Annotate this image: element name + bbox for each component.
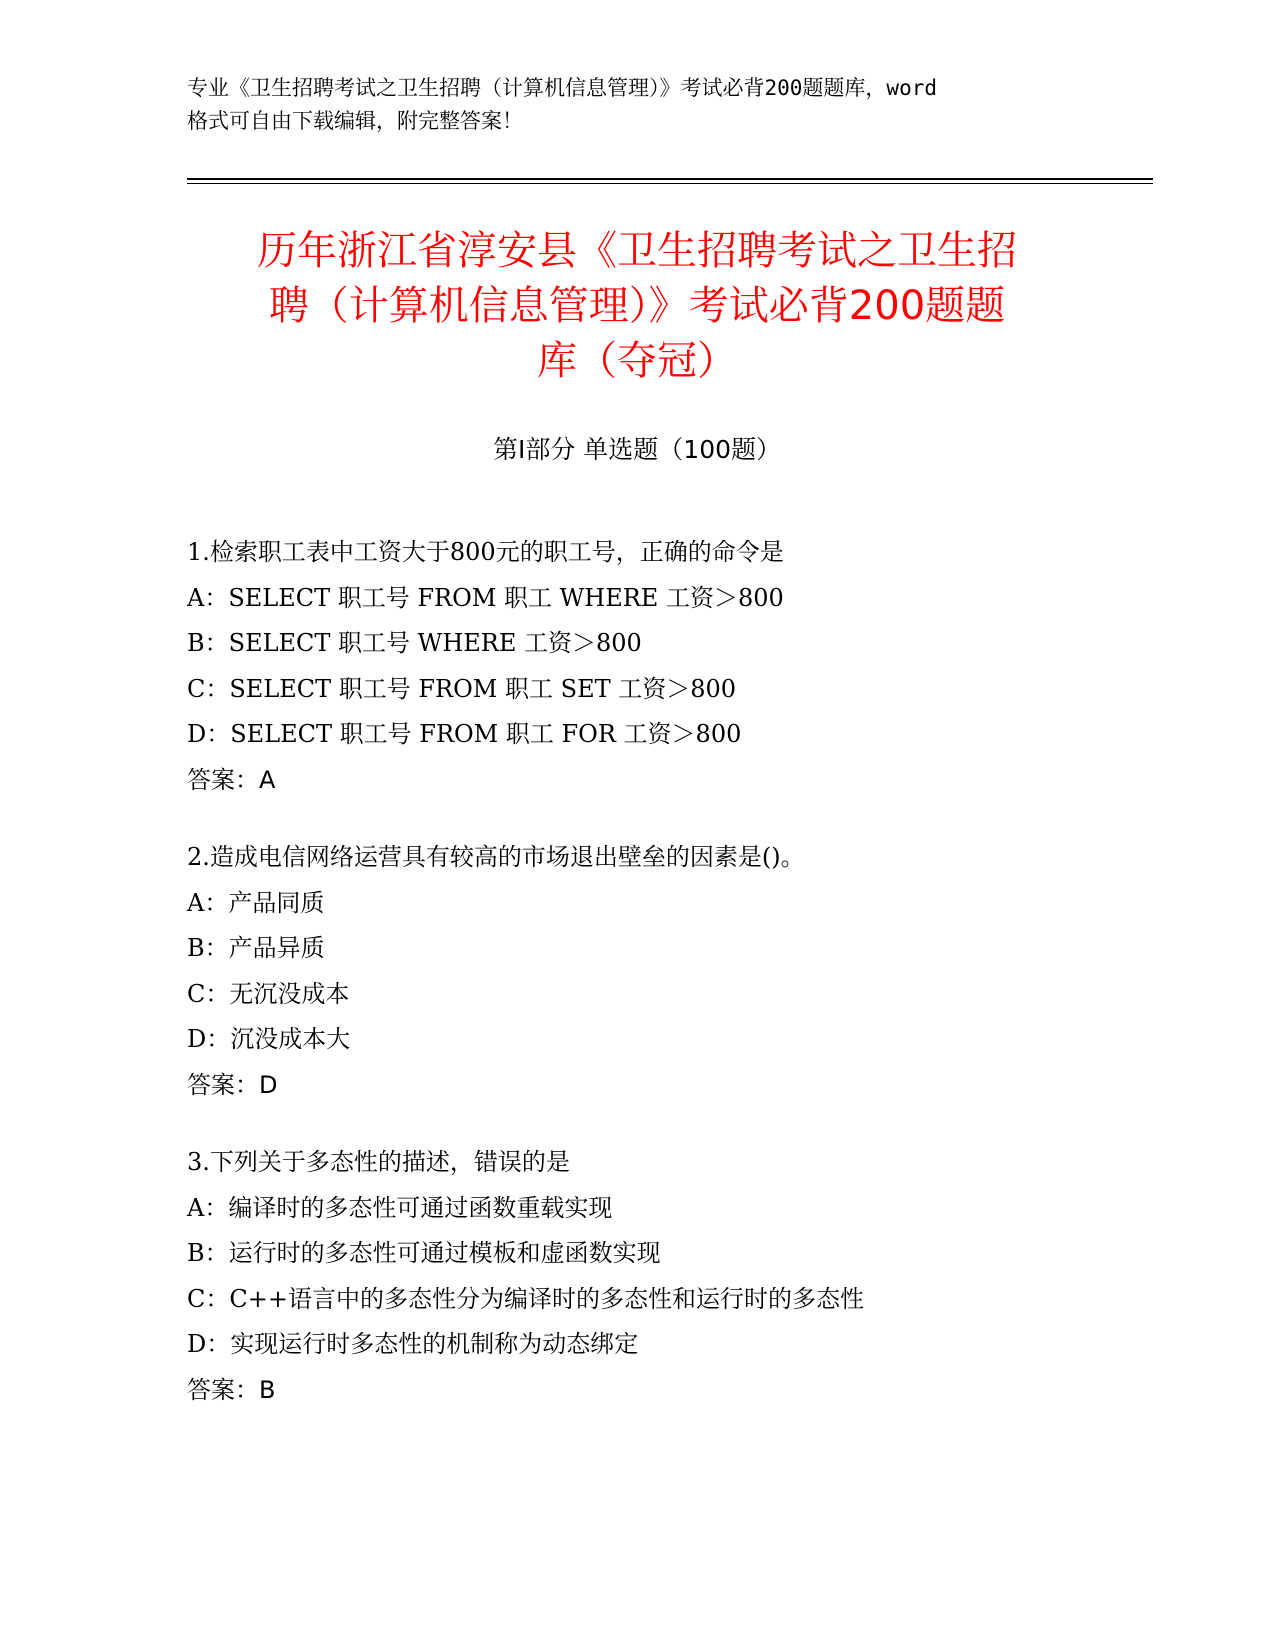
option-d: D：沉没成本大 [187,1025,351,1053]
option-c: C：SELECT 职工号 FROM 职工 SET 工资＞800 [187,674,737,703]
option-b: B：运行时的多态性可通过模板和虚函数实现 [187,1239,661,1267]
option-b: B：产品异质 [187,934,325,962]
answer-label: 答案：D [187,1070,278,1099]
document-title [187,224,1087,389]
answer-label: 答案：A [187,765,276,794]
option-a: A：SELECT 职工号 FROM 职工 WHERE 工资＞800 [187,583,784,612]
question-3 [187,1140,1153,1413]
question-1 [187,530,1153,803]
option-d: D：实现运行时多态性的机制称为动态绑定 [187,1330,639,1358]
question-list [187,530,1153,1445]
document-title-line-1: 历年浙江省淳安县《卫生招聘考试之卫生招 [257,228,1017,274]
section-heading: 第Ⅰ部分 单选题（100题） [492,435,782,464]
header-divider-thick [187,178,1153,180]
question-stem: 3.下列关于多态性的描述，错误的是 [187,1148,570,1176]
question-stem: 2.造成电信网络运营具有较高的市场退出壁垒的因素是()。 [187,843,805,871]
option-c: C：无沉没成本 [187,979,350,1008]
question-stem: 1.检索职工表中工资大于800元的职工号，正确的命令是 [187,538,784,566]
header-note [187,72,1087,138]
answer-label: 答案：B [187,1375,276,1404]
document-title-line-3: 库（夺冠） [537,338,737,384]
option-d: D：SELECT 职工号 FROM 职工 FOR 工资＞800 [187,720,742,748]
header-note-line-2: 格式可自由下载编辑，附完整答案！ [187,109,523,133]
header-divider-thin [187,183,1153,184]
header-note-line-1: 专业《卫生招聘考试之卫生招聘（计算机信息管理）》考试必背200题题库，word [187,76,937,100]
document-title-line-2: 聘（计算机信息管理）》考试必背200题题 [268,283,1006,329]
option-c: C：C++语言中的多态性分为编译时的多态性和运行时的多态性 [187,1284,864,1313]
option-b: B：SELECT 职工号 WHERE 工资＞800 [187,629,642,657]
option-a: A：编译时的多态性可通过函数重载实现 [187,1193,613,1222]
option-a: A：产品同质 [187,888,325,917]
question-2 [187,835,1153,1108]
